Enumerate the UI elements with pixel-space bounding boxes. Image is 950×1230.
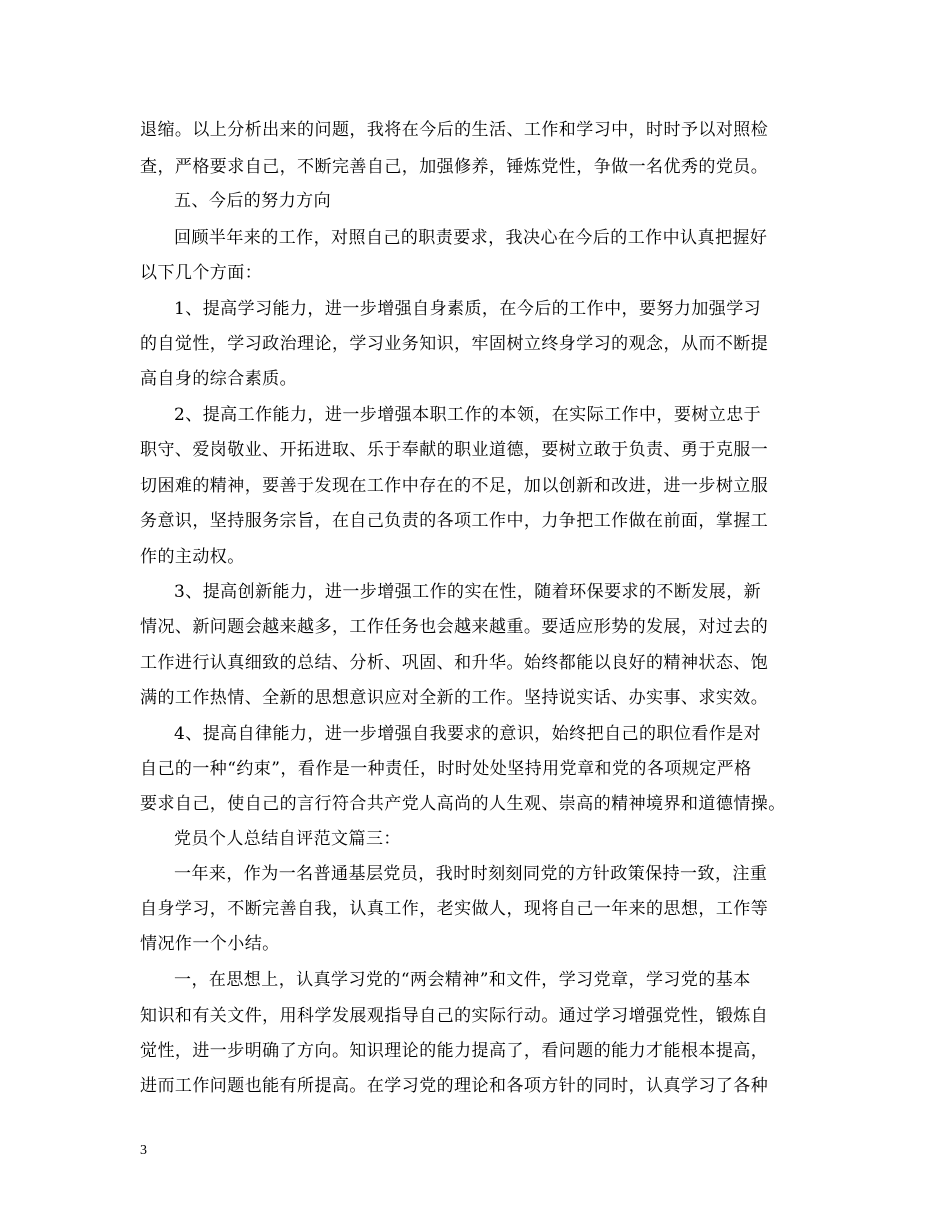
text-line: 满的工作热情、全新的思想意识应对全新的工作。坚持说实话、办实事、求实效。 <box>140 688 769 708</box>
text-line: 情况作一个小结。 <box>140 934 280 954</box>
text-line: 知识和有关文件，用科学发展观指导自己的实际行动。通过学习增强党性，锻炼自 <box>140 1006 769 1026</box>
text-line: 2、提高工作能力，进一步增强本职工作的本领，在实际工作中，要树立忠于 <box>174 405 762 425</box>
text-line: 4、提高自律能力，进一步增强自我要求的意识，始终把自己的职位看作是对 <box>174 724 762 744</box>
section-heading: 党员个人总结自评范文篇三： <box>174 829 401 849</box>
text-line: 以下几个方面： <box>140 263 263 283</box>
text-line: 要求自己，使自己的言行符合共产党人高尚的人生观、崇高的精神境界和道德情操。 <box>140 794 786 814</box>
text-line: 自己的一种“约束”，看作是一种责任，时时处处坚持用党章和党的各项规定严格 <box>140 759 752 779</box>
text-line: 进而工作问题也能有所提高。在学习党的理论和各项方针的同时，认真学习了各种 <box>140 1076 769 1096</box>
text-line: 查，严格要求自己，不断完善自己，加强修养，锤炼党性，争做一名优秀的党员。 <box>140 157 769 177</box>
text-line: 一年来，作为一名普通基层党员，我时时刻刻同党的方针政策保持一致，注重 <box>174 864 768 884</box>
section-heading: 五、今后的努力方向 <box>174 191 332 211</box>
text-line: 情况、新问题会越来越多，工作任务也会越来越重。要适应形势的发展，对过去的 <box>140 617 769 637</box>
text-line: 作的主动权。 <box>140 547 245 567</box>
text-line: 自身学习，不断完善自我，认真工作，老实做人，现将自己一年来的思想，工作等 <box>140 899 769 919</box>
text-line: 1、提高学习能力，进一步增强自身素质，在今后的工作中，要努力加强学习 <box>174 299 762 319</box>
text-line: 务意识，坚持服务宗旨，在自己负责的各项工作中，力争把工作做在前面，掌握工 <box>140 511 769 531</box>
text-line: 职守、爱岗敬业、开拓进取、乐于奉献的职业道德，要树立敢于负责、勇于克服一 <box>140 440 769 460</box>
text-line: 切困难的精神，要善于发现在工作中存在的不足，加以创新和改进，进一步树立服 <box>140 476 769 496</box>
page-number: 3 <box>140 1143 147 1158</box>
text-line: 一，在思想上，认真学习党的“两会精神”和文件，学习党章，学习党的基本 <box>174 970 751 990</box>
text-line: 工作进行认真细致的总结、分析、巩固、和升华。始终都能以良好的精神状态、饱 <box>140 653 769 673</box>
text-line: 退缩。以上分析出来的问题，我将在今后的生活、工作和学习中，时时予以对照检 <box>140 120 769 140</box>
text-line: 3、提高创新能力，进一步增强工作的实在性，随着环保要求的不断发展，新 <box>174 582 762 602</box>
text-line: 觉性，进一步明确了方向。知识理论的能力提高了，看问题的能力才能根本提高， <box>140 1041 769 1061</box>
text-line: 高自身的综合素质。 <box>140 369 298 389</box>
text-line: 回顾半年来的工作，对照自己的职责要求，我决心在今后的工作中认真把握好 <box>174 228 768 248</box>
text-line: 的自觉性，学习政治理论，学习业务知识，牢固树立终身学习的观念，从而不断提 <box>140 334 769 354</box>
